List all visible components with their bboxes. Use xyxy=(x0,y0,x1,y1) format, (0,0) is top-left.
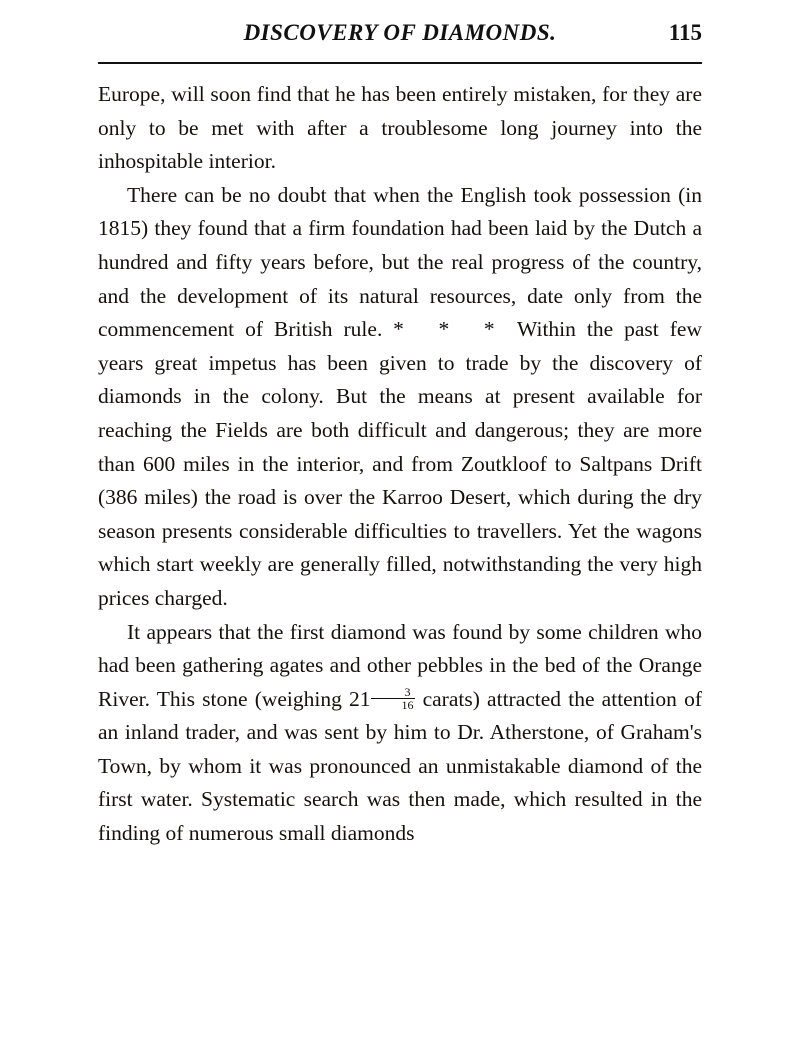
paragraph-3-text-before-fraction: It appears that the first diamond was found by some children who had been gathering agates and other pebbles in the bed of the Orange River. This stone (weighing 21 xyxy=(98,619,702,711)
page-number: 115 xyxy=(668,20,702,45)
paragraph-2-text-after-stars: Within the past few years great impetus has been given to trade by the discovery of diamonds in the colony. But the means at present available for reaching the Fields are both difficult and dangerous; they are more than 600 miles in the interior, and from Zoutkloof to Saltpans Drift (386 miles) the road is over the Karroo Desert, which during the dry season presents considerable difficulties to travellers. Yet the wagons which start weekly are generally filled, notwithstanding the very high prices charged. xyxy=(98,317,702,610)
header-divider xyxy=(98,62,702,64)
paragraph-1: Europe, will soon find that he has been entirely mistaken, for they are only to be met with after a troublesome long journey into the inhospitable interior. xyxy=(98,82,702,174)
carat-fraction xyxy=(371,686,415,711)
paragraph-2 xyxy=(98,179,702,616)
page-body xyxy=(98,78,702,851)
paragraph-3 xyxy=(98,616,702,851)
fraction-denominator: 16 xyxy=(401,698,414,713)
page-header xyxy=(98,18,702,54)
paragraph-3-text-after-fraction: carats) attracted the attention of an inland trader, and was sent by him to Dr. Atherstone, of Graham's Town, by whom it was pronounced an unmistakable diamond of the first water. Systematic search was then made, which resulted in the finding of numerous small diamonds xyxy=(98,686,702,846)
paragraph-2-text-before-stars: There can be no doubt that when the English took possession (in 1815) they found that a firm foundation had been laid by the Dutch a hundred and fifty years before, but the real progress of the country, and the development of its natural resources, date only from the commencement of British rule. xyxy=(98,182,702,342)
asterism-separator: * * * xyxy=(393,317,507,342)
fraction-numerator: 3 xyxy=(371,686,415,699)
running-title: DISCOVERY OF DIAMONDS. xyxy=(243,20,557,45)
